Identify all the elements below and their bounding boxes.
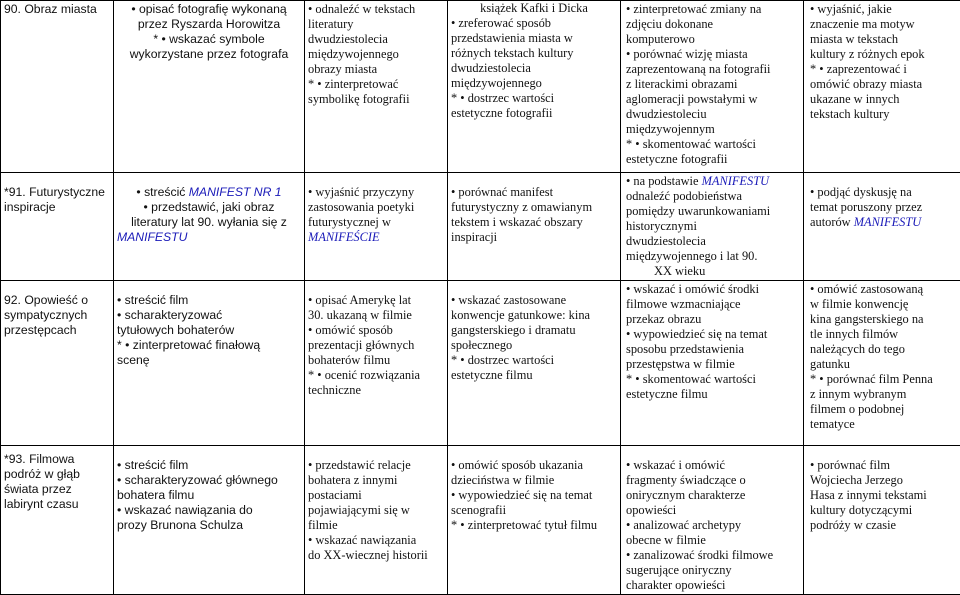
requirements-basic-cell — [114, 446, 305, 595]
requirement-item: kina gangsterskiego na — [810, 312, 957, 327]
requirement-item: techniczne — [308, 383, 444, 398]
requirement-item: przedstawienia miasta w — [451, 31, 617, 46]
requirement-item: gangsterskiego i dramatu — [451, 323, 617, 338]
requirement-item: estetyczne filmu — [626, 387, 800, 402]
requirement-item: tekstach kultury — [810, 107, 957, 122]
requirement-item: tytułowych bohaterów — [117, 323, 301, 338]
requirement-item: obecne w filmie — [626, 533, 800, 548]
requirement-item — [810, 215, 957, 230]
requirement-item: * • zinterpretować tytuł filmu — [451, 518, 617, 533]
requirements-excellent-cell — [804, 446, 960, 595]
table-row — [1, 1, 960, 173]
requirement-item: • scharakteryzować głównego — [117, 473, 301, 488]
requirements-extended-cell — [305, 446, 448, 595]
requirement-item: * • dostrzec wartości — [451, 353, 617, 368]
requirement-item — [117, 185, 301, 200]
manifest-title: MANIFESTU — [702, 174, 769, 188]
requirement-item: * • skomentować wartości — [626, 137, 800, 152]
requirements-verygood-cell — [621, 1, 804, 173]
requirement-item: zastosowania poetyki — [308, 200, 444, 215]
requirement-item: komputerowo — [626, 32, 800, 47]
requirement-item: obrazy miasta — [308, 62, 444, 77]
requirement-item: przez Ryszarda Horowitza — [117, 17, 301, 32]
requirement-item: odnaleźć podobieństwa — [626, 189, 800, 204]
requirement-item: do XX-wiecznej historii — [308, 548, 444, 563]
requirement-item: futurystyczny z omawianym — [451, 200, 617, 215]
requirements-verygood-cell — [621, 173, 804, 281]
requirement-item: • przedstawić relacje — [308, 458, 444, 473]
requirement-item: • porównać film — [810, 458, 957, 473]
requirement-item: tekstem i wskazać obszary — [451, 215, 617, 230]
requirement-item: • wskazać nawiązania — [308, 533, 444, 548]
requirement-item: • streścić film — [117, 458, 301, 473]
requirement-item: Wojciecha Jerzego — [810, 473, 957, 488]
manifest-title: MANIFESTU — [117, 230, 301, 245]
requirement-item: społecznego — [451, 338, 617, 353]
requirements-excellent-cell — [804, 281, 960, 446]
topic-text: labirynt czasu — [4, 497, 110, 512]
requirement-item: prezentacji głównych — [308, 338, 444, 353]
requirements-excellent-cell — [804, 173, 960, 281]
requirements-verygood-cell — [621, 281, 804, 446]
requirement-item: * • porównać film Penna — [810, 372, 957, 387]
requirements-extended-cell — [305, 281, 448, 446]
requirements-verygood-cell — [621, 446, 804, 595]
requirement-text: autorów — [810, 215, 851, 229]
requirement-item: symbolikę fotografii — [308, 92, 444, 107]
topic-text: świata przez — [4, 482, 110, 497]
requirement-item: z innym wybranym — [810, 387, 957, 402]
requirement-item: zaprezentowaną na fotografii — [626, 62, 800, 77]
requirement-item: literatury — [308, 17, 444, 32]
requirement-item: onirycznym charakterze — [626, 488, 800, 503]
requirement-item: opowieści — [626, 503, 800, 518]
requirements-good-cell — [448, 173, 621, 281]
requirement-item: • wyjaśnić, jakie — [810, 2, 957, 17]
requirement-text: • na podstawie — [626, 174, 702, 188]
requirement-item: pojawiającymi się w — [308, 503, 444, 518]
requirement-item: • wskazać zastosowane — [451, 293, 617, 308]
topic-text: *93. Filmowa — [4, 452, 110, 467]
requirement-item: futurystycznej w — [308, 215, 444, 230]
requirement-item: sposobu przedstawienia — [626, 342, 800, 357]
requirements-excellent-cell — [804, 1, 960, 173]
requirement-item: • wskazać i omówić — [626, 458, 800, 473]
requirement-item: • wypowiedzieć się na temat — [626, 327, 800, 342]
requirement-item: historycznymi — [626, 219, 800, 234]
requirement-item: należących do tego — [810, 342, 957, 357]
requirement-item: dwudziestolecia — [451, 61, 617, 76]
requirement-item: dwudziestolecia — [308, 32, 444, 47]
topic-text: sympatycznych — [4, 308, 110, 323]
requirement-item: tematyce — [810, 417, 957, 432]
requirements-basic-cell — [114, 1, 305, 173]
requirement-item: • przedstawić, jaki obraz — [117, 200, 301, 215]
topic-text: 90. Obraz miasta — [4, 2, 110, 17]
requirements-extended-cell — [305, 1, 448, 173]
requirement-item: • zinterpretować zmiany na — [626, 2, 800, 17]
requirement-item: • wskazać i omówić środki — [626, 282, 800, 297]
requirement-item: bohaterów filmu — [308, 353, 444, 368]
requirement-item: międzywojennym — [626, 122, 800, 137]
topic-text: podróż w głąb — [4, 467, 110, 482]
table-row — [1, 446, 960, 595]
requirement-item: prozy Brunona Schulza — [117, 518, 301, 533]
requirement-item: tle innych filmów — [810, 327, 957, 342]
requirement-item: * • ocenić rozwiązania — [308, 368, 444, 383]
requirement-item: w filmie konwencję — [810, 297, 957, 312]
requirement-item: literatury lat 90. wyłania się z — [117, 215, 301, 230]
requirement-item: • porównać wizję miasta — [626, 47, 800, 62]
requirement-item: * • zaprezentować i — [810, 62, 957, 77]
requirement-item: sugerujące oniryczny — [626, 563, 800, 578]
requirement-item: filmie — [308, 518, 444, 533]
requirement-item: estetyczne fotografii — [626, 152, 800, 167]
requirement-item: aglomeracji powstałymi w — [626, 92, 800, 107]
requirement-text: • streścić — [136, 185, 188, 199]
requirement-item: kultury dotyczącymi — [810, 503, 957, 518]
requirement-item: filmowe wzmacniające — [626, 297, 800, 312]
requirement-item: estetyczne filmu — [451, 368, 617, 383]
requirement-item: bohatera z innymi — [308, 473, 444, 488]
requirements-good-cell — [448, 1, 621, 173]
requirement-item: międzywojennego — [308, 47, 444, 62]
topic-cell — [1, 281, 114, 446]
requirement-item: • podjąć dyskusję na — [810, 185, 957, 200]
requirement-item: * • wskazać symbole — [117, 32, 301, 47]
requirement-item: • wskazać nawiązania do — [117, 503, 301, 518]
requirement-item: gatunku — [810, 357, 957, 372]
requirement-item: * • dostrzec wartości — [451, 91, 617, 106]
requirement-item: międzywojennego — [451, 76, 617, 91]
requirement-item: konwencje gatunkowe: kina — [451, 308, 617, 323]
requirement-item: książek Kafki i Dicka — [451, 1, 617, 16]
requirement-item: • opisać fotografię wykonaną — [117, 2, 301, 17]
requirement-item: miasta w tekstach — [810, 32, 957, 47]
requirement-item: scenografii — [451, 503, 617, 518]
requirement-item: temat poruszony przez — [810, 200, 957, 215]
requirement-item: • scharakteryzować — [117, 308, 301, 323]
topic-cell — [1, 446, 114, 595]
requirement-item: • odnaleźć w tekstach — [308, 2, 444, 17]
requirement-item: * • zinterpretować — [308, 77, 444, 92]
requirement-item — [626, 174, 800, 189]
requirement-item: przekaz obrazu — [626, 312, 800, 327]
requirement-item: • omówić sposób ukazania — [451, 458, 617, 473]
requirement-item: • analizować archetypy — [626, 518, 800, 533]
topic-text: inspiracje — [4, 200, 110, 215]
requirement-item: filmem o podobnej — [810, 402, 957, 417]
requirement-item: bohatera filmu — [117, 488, 301, 503]
requirement-item: dzieciństwa w filmie — [451, 473, 617, 488]
requirement-item: • zreferować sposób — [451, 16, 617, 31]
requirement-item: * • zinterpretować finałową — [117, 338, 301, 353]
requirement-item: znaczenie ma motyw — [810, 17, 957, 32]
requirements-basic-cell — [114, 281, 305, 446]
requirements-good-cell — [448, 446, 621, 595]
requirement-item: charakter opowieści — [626, 578, 800, 593]
manifest-title: MANIFESTU — [854, 215, 921, 229]
requirement-item: podróży w czasie — [810, 518, 957, 533]
requirement-item: * • skomentować wartości — [626, 372, 800, 387]
requirement-item: przestępstwa w filmie — [626, 357, 800, 372]
requirement-item: • streścić film — [117, 293, 301, 308]
requirements-basic-cell — [114, 173, 305, 281]
topic-text: przestępcach — [4, 323, 110, 338]
requirement-item: wykorzystane przez fotografa — [117, 47, 301, 62]
requirement-item: scenę — [117, 353, 301, 368]
requirement-item: • porównać manifest — [451, 185, 617, 200]
requirement-item: Hasa z innymi tekstami — [810, 488, 957, 503]
topic-text: 92. Opowieść o — [4, 293, 110, 308]
table-row — [1, 281, 960, 446]
requirements-extended-cell — [305, 173, 448, 281]
requirement-item: zdjęciu dokonane — [626, 17, 800, 32]
requirement-item: kultury z różnych epok — [810, 47, 957, 62]
requirement-item: • omówić sposób — [308, 323, 444, 338]
requirement-item: fragmenty świadczące o — [626, 473, 800, 488]
requirement-item: dwudziestolecia — [626, 234, 800, 249]
requirement-item: ukazane w innych — [810, 92, 957, 107]
requirement-item: pomiędzy uwarunkowaniami — [626, 204, 800, 219]
requirement-item: dwudziestoleciu — [626, 107, 800, 122]
requirement-item: XX wieku — [626, 264, 800, 279]
topic-cell — [1, 173, 114, 281]
table-row — [1, 173, 960, 281]
requirement-item: estetyczne fotografii — [451, 106, 617, 121]
requirement-item: 30. ukazaną w filmie — [308, 308, 444, 323]
requirement-item: • zanalizować środki filmowe — [626, 548, 800, 563]
requirement-item: • omówić zastosowaną — [810, 282, 957, 297]
manifest-title: MANIFEST NR 1 — [189, 185, 282, 199]
requirement-item: omówić obrazy miasta — [810, 77, 957, 92]
topic-cell — [1, 1, 114, 173]
topic-text: *91. Futurystyczne — [4, 185, 110, 200]
requirement-item: • wypowiedzieć się na temat — [451, 488, 617, 503]
requirement-item: różnych tekstach kultury — [451, 46, 617, 61]
requirement-item: • opisać Amerykę lat — [308, 293, 444, 308]
requirement-item: z literackimi obrazami — [626, 77, 800, 92]
manifest-title: MANIFEŚCIE — [308, 230, 444, 245]
requirement-item: inspiracji — [451, 230, 617, 245]
requirement-item: postaciami — [308, 488, 444, 503]
requirements-good-cell — [448, 281, 621, 446]
requirement-item: międzywojennego i lat 90. — [626, 249, 800, 264]
requirement-item: • wyjaśnić przyczyny — [308, 185, 444, 200]
